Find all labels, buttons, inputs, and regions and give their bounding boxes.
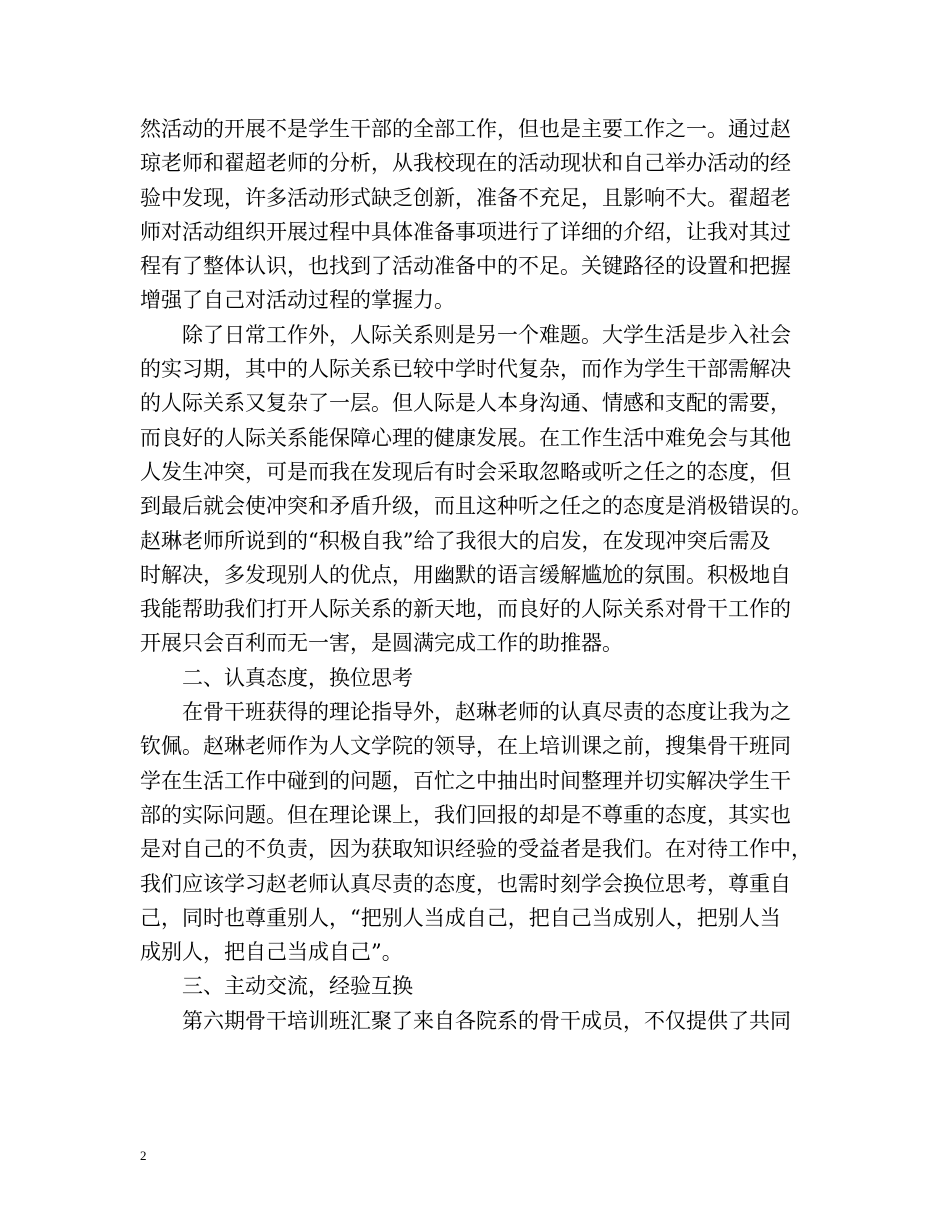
text-line: 的人际关系又复杂了一层。但人际是人本身沟通、情感和支配的需要， — [140, 391, 791, 416]
text-line: 而良好的人际关系能保障心理的健康发展。在工作生活中难免会与其他 — [140, 425, 791, 450]
text-line: 部的实际问题。但在理论课上，我们回报的却是不尊重的态度，其实也 — [140, 802, 791, 827]
text-line: 第六期骨干培训班汇聚了来自各院系的骨干成员，不仅提供了共同 — [182, 1008, 791, 1033]
text-line: 成别人，把自己当成自己”。 — [140, 940, 403, 965]
text-line: 己，同时也尊重别人，“把别人当成自己，把自己当成别人，把别人当 — [140, 905, 781, 930]
text-line: 到最后就会使冲突和矛盾升级，而且这种听之任之的态度是消极错误的。 — [140, 494, 812, 519]
text-line: 二、认真态度，换位思考 — [182, 665, 413, 690]
text-line: 在骨干班获得的理论指导外，赵琳老师的认真尽责的态度让我为之 — [182, 700, 791, 725]
body-text — [140, 112, 830, 1038]
text-line: 琼老师和翟超老师的分析，从我校现在的活动现状和自己举办活动的经 — [140, 151, 791, 176]
text-line: 三、主动交流，经验互换 — [182, 974, 413, 999]
text-line: 我们应该学习赵老师认真尽责的态度，也需时刻学会换位思考，尊重自 — [140, 871, 791, 896]
text-line: 学在生活工作中碰到的问题，百忙之中抽出时间整理并切实解决学生干 — [140, 768, 791, 793]
text-line: 的实习期，其中的人际关系已较中学时代复杂，而作为学生干部需解决 — [140, 357, 791, 382]
text-line: 验中发现，许多活动形式缺乏创新，准备不充足，且影响不大。翟超老 — [140, 185, 791, 210]
text-line: 时解决，多发现别人的优点，用幽默的语言缓解尴尬的氛围。积极地自 — [140, 562, 791, 587]
page-number: 2 — [140, 1148, 147, 1163]
text-line: 增强了自己对活动过程的掌握力。 — [140, 288, 455, 313]
text-line: 是对自己的不负责，因为获取知识经验的受益者是我们。在对待工作中， — [140, 837, 812, 862]
text-line: 程有了整体认识，也找到了活动准备中的不足。关键路径的设置和把握 — [140, 254, 791, 279]
text-line: 钦佩。赵琳老师作为人文学院的领导，在上培训课之前，搜集骨干班同 — [140, 734, 791, 759]
text-line: 除了日常工作外，人际关系则是另一个难题。大学生活是步入社会 — [182, 322, 791, 347]
text-line: 人发生冲突，可是而我在发现后有时会采取忽略或听之任之的态度，但 — [140, 459, 791, 484]
text-line: 然活动的开展不是学生干部的全部工作，但也是主要工作之一。通过赵 — [140, 117, 791, 141]
text-line: 赵琳老师所说到的“积极自我”给了我很大的启发，在发现冲突后需及 — [140, 528, 771, 553]
text-line: 我能帮助我们打开人际关系的新天地，而良好的人际关系对骨干工作的 — [140, 597, 791, 622]
text-line: 师对活动组织开展过程中具体准备事项进行了详细的介绍，让我对其过 — [140, 219, 791, 244]
text-line: 开展只会百利而无一害，是圆满完成工作的助推器。 — [140, 631, 623, 656]
